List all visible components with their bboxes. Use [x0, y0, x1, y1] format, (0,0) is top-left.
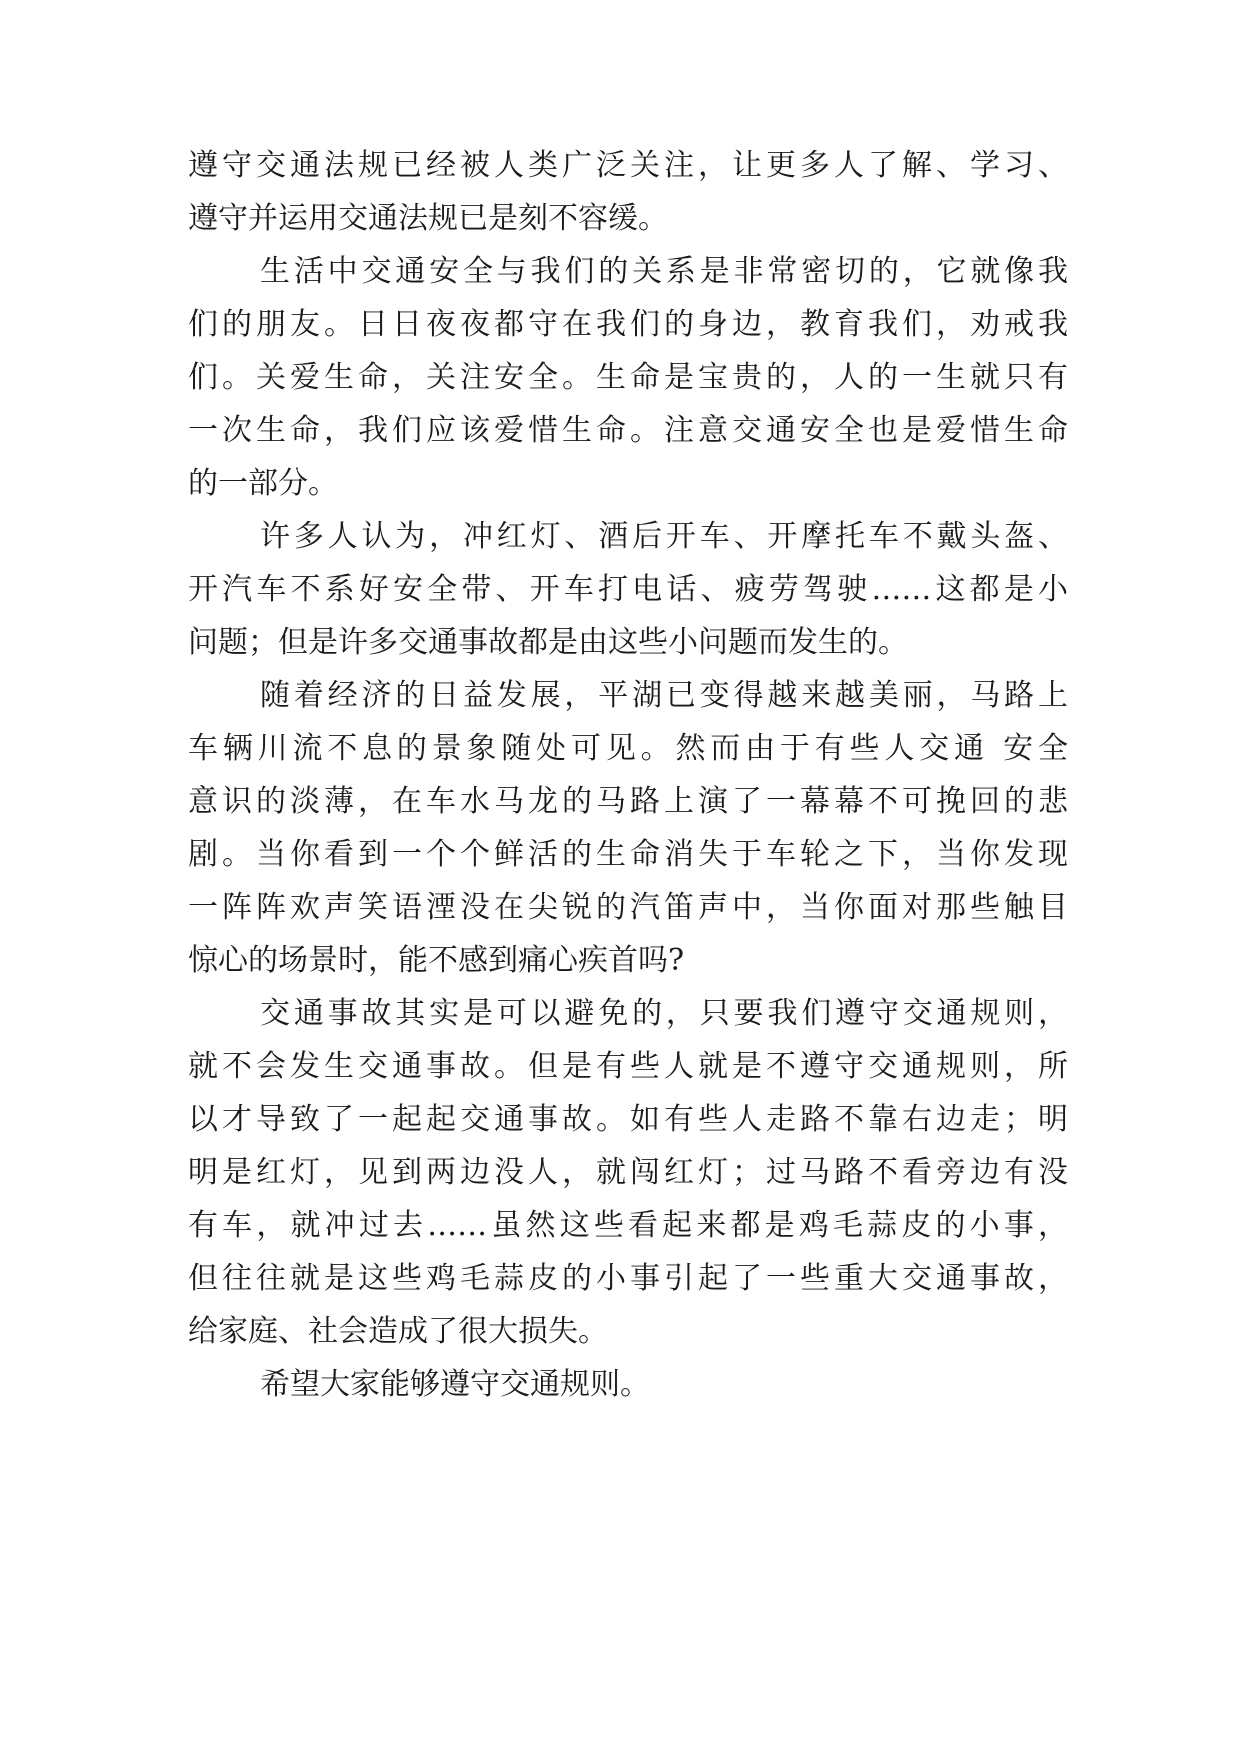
text-line: 们的朋友。日日夜夜都守在我们的身边，教育我们，劝戒我 [188, 307, 1068, 342]
text-line: 的一部分。 [188, 466, 338, 501]
text-line: 以才导致了一起起交通事故。如有些人走路不靠右边走；明 [188, 1102, 1068, 1137]
text-line: 一次生命，我们应该爱惜生命。注意交通安全也是爱惜生命 [188, 413, 1068, 448]
text-line: 就不会发生交通事故。但是有些人就是不遵守交通规则，所 [188, 1049, 1068, 1084]
text-line: 给家庭、社会造成了很大损失。 [188, 1314, 608, 1349]
text-line: 开汽车不系好安全带、开车打电话、疲劳驾驶……这都是小 [188, 572, 1068, 607]
text-line: 们。关爱生命，关注安全。生命是宝贵的，人的一生就只有 [188, 360, 1068, 395]
text-line: 但往往就是这些鸡毛蒜皮的小事引起了一些重大交通事故， [188, 1261, 1068, 1296]
text-line: 随着经济的日益发展，平湖已变得越来越美丽，马路上 [260, 678, 1068, 713]
text-line: 遵守交通法规已经被人类广泛关注，让更多人了解、学习、 [188, 148, 1068, 183]
text-line: 交通事故其实是可以避免的，只要我们遵守交通规则， [260, 996, 1068, 1031]
text-line: 许多人认为，冲红灯、酒后开车、开摩托车不戴头盔、 [260, 519, 1068, 554]
text-line: 生活中交通安全与我们的关系是非常密切的，它就像我 [260, 254, 1068, 289]
text-line: 意识的淡薄，在车水马龙的马路上演了一幕幕不可挽回的悲 [188, 784, 1068, 819]
text-line: 剧。当你看到一个个鲜活的生命消失于车轮之下，当你发现 [188, 837, 1068, 872]
text-line: 遵守并运用交通法规已是刻不容缓。 [188, 201, 668, 236]
text-line: 希望大家能够遵守交通规则。 [260, 1367, 650, 1402]
text-line: 有车，就冲过去……虽然这些看起来都是鸡毛蒜皮的小事， [188, 1208, 1068, 1243]
text-line: 明是红灯，见到两边没人，就闯红灯；过马路不看旁边有没 [188, 1155, 1068, 1190]
text-line: 问题；但是许多交通事故都是由这些小问题而发生的。 [188, 625, 908, 660]
text-line: 惊心的场景时，能不感到痛心疾首吗? [188, 943, 685, 978]
text-line: 一阵阵欢声笑语湮没在尖锐的汽笛声中，当你面对那些触目 [188, 890, 1068, 925]
text-line: 车辆川流不息的景象随处可见。然而由于有些人交通 安全 [188, 731, 1068, 766]
